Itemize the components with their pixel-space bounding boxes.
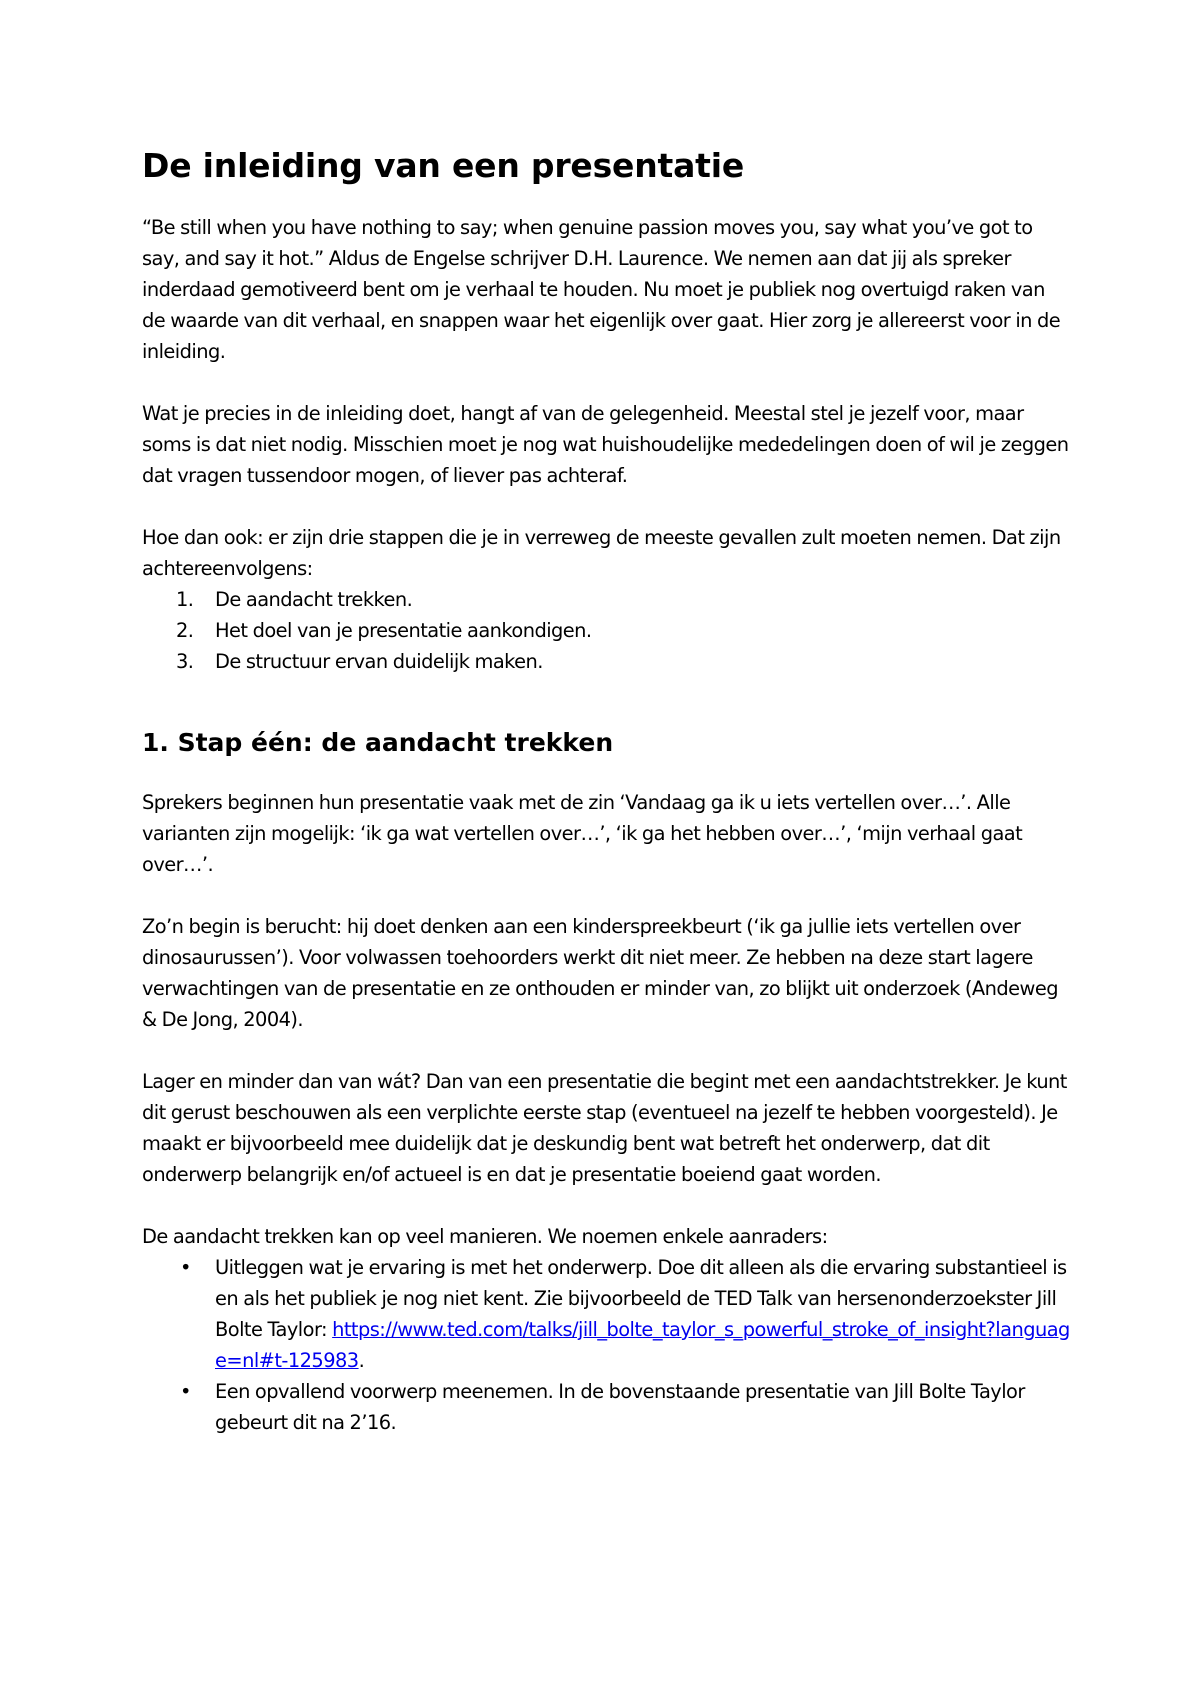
attention-tips-list <box>142 1252 1072 1438</box>
list-item-text: Een opvallend voorwerp meenemen. In de bovenstaande presentatie van Jill Bolte Taylor gebeurt dit na 2’16. <box>215 1380 1025 1434</box>
section-heading: 1. Stap één: de aandacht trekken <box>142 728 614 757</box>
list-number: 3. <box>176 650 194 673</box>
intro-paragraph-3: Hoe dan ook: er zijn drie stappen die je in verreweg de meeste gevallen zult moeten nemen. Dat zijn achtereenvolgens: <box>142 526 1061 580</box>
list-item <box>142 1252 1072 1376</box>
bullet-icon: • <box>180 1256 191 1279</box>
list-item-text: De structuur ervan duidelijk maken. <box>215 650 543 673</box>
intro-paragraph-2: Wat je precies in de inleiding doet, hangt af van de gelegenheid. Meestal stel je jezelf voor, maar soms is dat niet nodig. Misschien moet je nog wat huishoudelijke mededelingen doen of wil je zeggen dat vragen tussendoor mogen, of liever pas achteraf. <box>142 402 1069 487</box>
list-number: 1. <box>176 588 194 611</box>
list-item-text: De aandacht trekken. <box>215 588 413 611</box>
list-number: 2. <box>176 619 194 642</box>
list-item-text: Het doel van je presentatie aankondigen. <box>215 619 592 642</box>
ted-talk-link[interactable]: https://www.ted.com/talks/jill_bolte_taylor_s_powerful_stroke_of_insight?language=nl#t-125983 <box>215 1318 1070 1372</box>
section-paragraph-2: Zo’n begin is berucht: hij doet denken aan een kinderspreekbeurt (‘ik ga jullie iets vertellen over dinosaurussen’). Voor volwassen toehoorders werkt dit niet meer. Ze hebben na deze start lagere verwachtingen van de presentatie en ze onthouden er minder van, zo blijkt uit onderzoek (Andeweg & De Jong, 2004). <box>142 915 1058 1031</box>
bullet-icon: • <box>180 1380 191 1403</box>
list-item <box>142 615 1072 646</box>
list-item <box>142 584 1072 615</box>
page-title: De inleiding van een presentatie <box>142 146 745 185</box>
document-page <box>142 136 1072 1438</box>
list-item-text: Uitleggen wat je ervaring is met het onderwerp. Doe dit alleen als die ervaring substantieel is en als het publiek je nog niet kent. Zie bijvoorbeeld de TED Talk van hersenonderzoekster Jill Bolte Taylor: <box>215 1256 1067 1341</box>
steps-list <box>142 584 1072 677</box>
section-paragraph-3: Lager en minder dan van wát? Dan van een presentatie die begint met een aandachtstrekker. Je kunt dit gerust beschouwen als een verplichte eerste stap (eventueel na jezelf te hebben voorgesteld). Je maakt er bijvoorbeeld mee duidelijk dat je deskundig bent wat betreft het onderwerp, dat dit onderwerp belangrijk en/of actueel is en dat je presentatie boeiend gaat worden. <box>142 1070 1067 1186</box>
list-item <box>142 1376 1072 1438</box>
intro-paragraph-1: “Be still when you have nothing to say; when genuine passion moves you, say what you’ve got to say, and say it hot.” Aldus de Engelse schrijver D.H. Laurence. We nemen aan dat jij als spreker inderdaad gemotiveerd bent om je verhaal te houden. Nu moet je publiek nog overtuigd raken van de waarde van dit verhaal, en snappen waar het eigenlijk over gaat. Hier zorg je allereerst voor in de inleiding. <box>142 216 1061 363</box>
list-item <box>142 646 1072 677</box>
section-paragraph-1: Sprekers beginnen hun presentatie vaak met de zin ‘Vandaag ga ik u iets vertellen over…’. Alle varianten zijn mogelijk: ‘ik ga wat vertellen over…’, ‘ik ga het hebben over…’, ‘mijn verhaal gaat over…’. <box>142 791 1023 876</box>
list-item-text-end: . <box>358 1349 365 1372</box>
section-paragraph-4: De aandacht trekken kan op veel manieren. We noemen enkele aanraders: <box>142 1225 828 1248</box>
